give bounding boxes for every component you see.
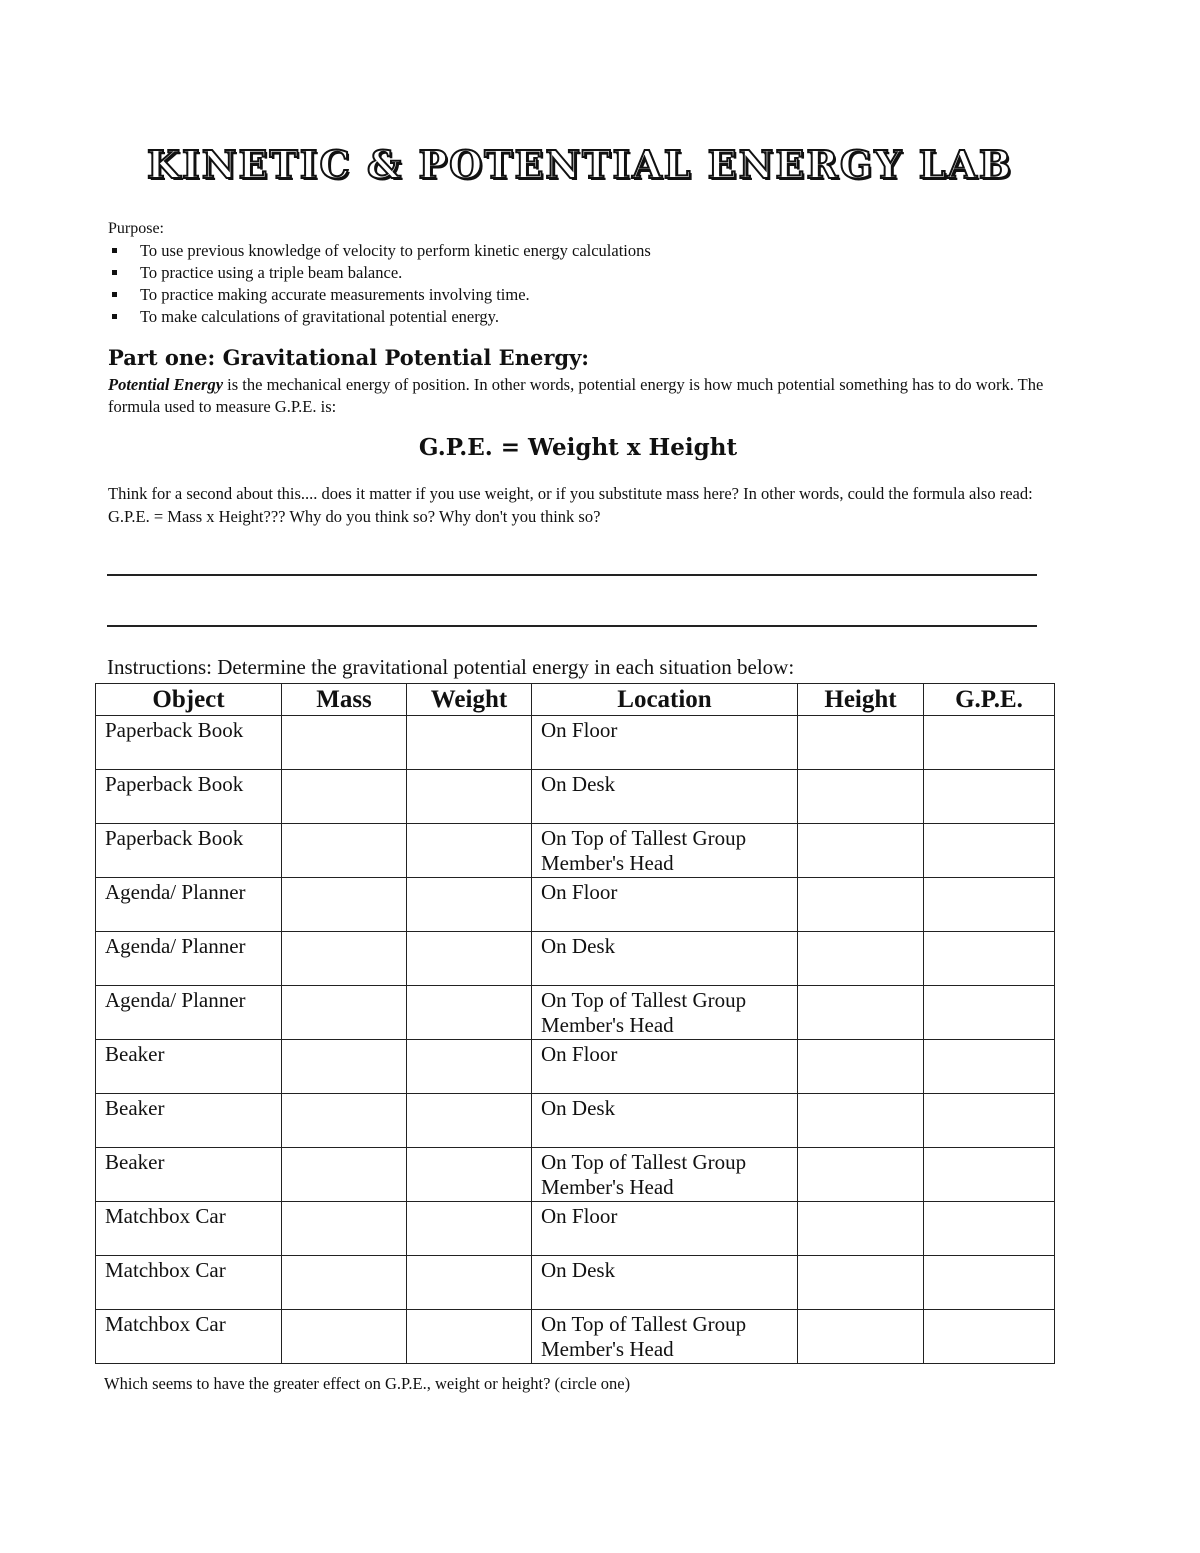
object-cell: Matchbox Car [96, 1256, 282, 1310]
instructions: Instructions: Determine the gravitational potential energy in each situation below: [107, 655, 795, 679]
answer-line[interactable] [107, 625, 1037, 627]
gpe-cell[interactable] [924, 878, 1055, 932]
potential-energy-term: Potential Energy [108, 375, 224, 394]
weight-cell[interactable] [407, 986, 532, 1040]
mass-cell[interactable] [282, 932, 407, 986]
location-cell: On Floor [532, 1040, 798, 1094]
table-row [96, 1148, 1055, 1202]
weight-cell[interactable] [407, 716, 532, 770]
mass-cell[interactable] [282, 878, 407, 932]
table-row [96, 1040, 1055, 1094]
header-gpe: G.P.E. [924, 684, 1055, 716]
location-cell: On Desk [532, 1256, 798, 1310]
weight-cell[interactable] [407, 1040, 532, 1094]
object-cell: Beaker [96, 1040, 282, 1094]
height-cell[interactable] [798, 1310, 924, 1364]
gpe-cell[interactable] [924, 770, 1055, 824]
potential-energy-definition [108, 374, 1048, 418]
object-cell: Beaker [96, 1094, 282, 1148]
bullet-icon [112, 314, 117, 319]
height-cell[interactable] [798, 878, 924, 932]
table-header-row [96, 684, 1055, 716]
mass-cell[interactable] [282, 716, 407, 770]
location-cell: On Floor [532, 1202, 798, 1256]
object-cell: Agenda/ Planner [96, 932, 282, 986]
header-height: Height [798, 684, 924, 716]
height-cell[interactable] [798, 716, 924, 770]
height-cell[interactable] [798, 770, 924, 824]
location-cell: On Desk [532, 770, 798, 824]
object-cell: Paperback Book [96, 770, 282, 824]
height-cell[interactable] [798, 1202, 924, 1256]
location-cell: On Floor [532, 716, 798, 770]
mass-cell[interactable] [282, 824, 407, 878]
gpe-cell[interactable] [924, 1310, 1055, 1364]
mass-cell[interactable] [282, 1202, 407, 1256]
bullet-icon [112, 292, 117, 297]
table-row [96, 1202, 1055, 1256]
table-row [96, 878, 1055, 932]
gpe-cell[interactable] [924, 1040, 1055, 1094]
table-row [96, 824, 1055, 878]
think-question: Think for a second about this.... does it matter if you use weight, or if you substitute mass here? In other words, could the formula also read: G.P.E. = Mass x Height??? Why do you think so? Why don't you think so? [108, 484, 1033, 526]
table-row [96, 986, 1055, 1040]
table-row [96, 932, 1055, 986]
purpose-list [108, 240, 651, 328]
purpose-item-text: To make calculations of gravitational potential energy. [140, 307, 499, 326]
object-cell: Agenda/ Planner [96, 878, 282, 932]
purpose-item [108, 262, 651, 284]
gpe-cell[interactable] [924, 986, 1055, 1040]
object-cell: Paperback Book [96, 716, 282, 770]
object-cell: Matchbox Car [96, 1202, 282, 1256]
purpose-item-text: To practice using a triple beam balance. [140, 263, 403, 282]
mass-cell[interactable] [282, 986, 407, 1040]
purpose-item [108, 306, 651, 328]
gpe-cell[interactable] [924, 932, 1055, 986]
gpe-cell[interactable] [924, 1256, 1055, 1310]
purpose-label: Purpose: [108, 220, 164, 237]
purpose-item [108, 240, 651, 262]
height-cell[interactable] [798, 986, 924, 1040]
page-title: KINETIC & POTENTIAL ENERGY LAB [146, 142, 1014, 187]
closing-question: Which seems to have the greater effect on G.P.E., weight or height? (circle one) [104, 1374, 631, 1393]
header-object: Object [96, 684, 282, 716]
height-cell[interactable] [798, 1148, 924, 1202]
mass-cell[interactable] [282, 1310, 407, 1364]
table-row [96, 716, 1055, 770]
location-cell: On Top of Tallest Group Member's Head [532, 1310, 798, 1364]
table-row [96, 770, 1055, 824]
object-cell: Paperback Book [96, 824, 282, 878]
weight-cell[interactable] [407, 1094, 532, 1148]
location-cell: On Desk [532, 1094, 798, 1148]
table-row [96, 1094, 1055, 1148]
height-cell[interactable] [798, 1040, 924, 1094]
purpose-item [108, 284, 651, 306]
location-cell: On Desk [532, 932, 798, 986]
answer-line[interactable] [107, 574, 1037, 576]
height-cell[interactable] [798, 1256, 924, 1310]
location-cell: On Top of Tallest Group Member's Head [532, 986, 798, 1040]
weight-cell[interactable] [407, 932, 532, 986]
weight-cell[interactable] [407, 1202, 532, 1256]
mass-cell[interactable] [282, 1256, 407, 1310]
purpose-item-text: To practice making accurate measurements involving time. [140, 285, 530, 304]
weight-cell[interactable] [407, 1310, 532, 1364]
mass-cell[interactable] [282, 770, 407, 824]
gpe-cell[interactable] [924, 1148, 1055, 1202]
gpe-table [95, 683, 1055, 1364]
object-cell: Agenda/ Planner [96, 986, 282, 1040]
mass-cell[interactable] [282, 1148, 407, 1202]
mass-cell[interactable] [282, 1040, 407, 1094]
part-one-heading: Part one: Gravitational Potential Energy: [108, 345, 590, 370]
purpose-item-text: To use previous knowledge of velocity to perform kinetic energy calculations [140, 241, 651, 260]
object-cell: Matchbox Car [96, 1310, 282, 1364]
weight-cell[interactable] [407, 824, 532, 878]
header-location: Location [532, 684, 798, 716]
header-mass: Mass [282, 684, 407, 716]
mass-cell[interactable] [282, 1094, 407, 1148]
gpe-formula: G.P.E. = Weight x Height [418, 434, 738, 461]
definition-text: is the mechanical energy of position. In other words, potential energy is how much potential something has to do work. The formula used to measure G.P.E. is: [108, 375, 1044, 416]
gpe-cell[interactable] [924, 1202, 1055, 1256]
gpe-cell[interactable] [924, 716, 1055, 770]
weight-cell[interactable] [407, 1256, 532, 1310]
height-cell[interactable] [798, 1094, 924, 1148]
bullet-icon [112, 248, 117, 253]
table-row [96, 1256, 1055, 1310]
header-weight: Weight [407, 684, 532, 716]
location-cell: On Top of Tallest Group Member's Head [532, 1148, 798, 1202]
table-row [96, 1310, 1055, 1364]
object-cell: Beaker [96, 1148, 282, 1202]
gpe-cell[interactable] [924, 824, 1055, 878]
weight-cell[interactable] [407, 878, 532, 932]
weight-cell[interactable] [407, 770, 532, 824]
height-cell[interactable] [798, 824, 924, 878]
height-cell[interactable] [798, 932, 924, 986]
location-cell: On Top of Tallest Group Member's Head [532, 824, 798, 878]
location-cell: On Floor [532, 878, 798, 932]
gpe-cell[interactable] [924, 1094, 1055, 1148]
bullet-icon [112, 270, 117, 275]
weight-cell[interactable] [407, 1148, 532, 1202]
